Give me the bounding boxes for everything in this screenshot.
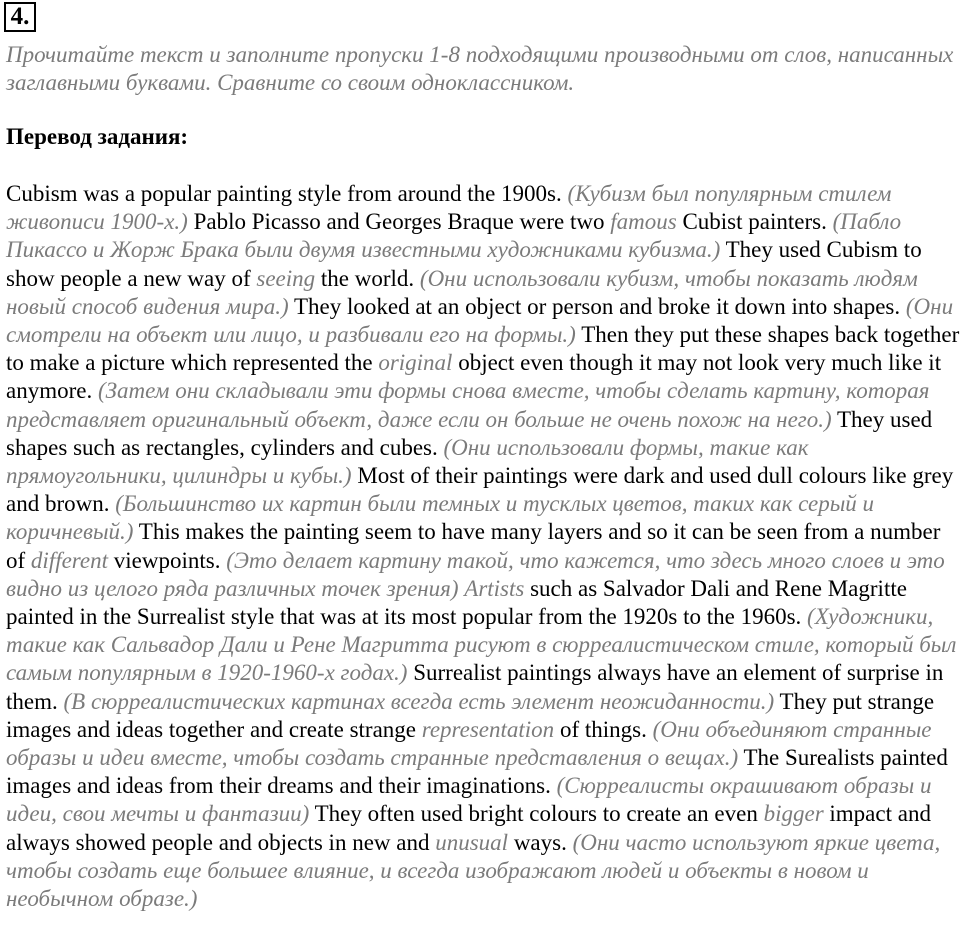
answer-word: unusual xyxy=(435,829,509,855)
russian-translation: (Сюрреалисты окрашивают образы и идеи, свои мечты и фантазии) xyxy=(6,773,932,827)
english-sentence: They often used bright colours to create an even xyxy=(309,801,764,827)
task-instruction: Прочитайте текст и заполните пропуски 1-8 подходящими производными от слов, написанных заглавными буквами. Сравните со своим одноклассником. xyxy=(6,42,954,95)
english-sentence: Pablo Picasso and Georges Braque were two xyxy=(187,209,611,235)
task-number: 4. xyxy=(4,2,36,32)
english-sentence: They looked at an object or person and broke it down into shapes. xyxy=(288,293,906,319)
english-sentence: Then they put these shapes back together to make a picture which represented the xyxy=(6,322,960,376)
english-sentence: viewpoints. xyxy=(108,547,227,573)
english-sentence: the world. xyxy=(315,265,420,291)
russian-translation: (Они использовали кубизм, чтобы показать людям новый способ видения мира.) xyxy=(6,265,918,319)
answer-word: representation xyxy=(421,716,555,742)
russian-translation: (Художники, такие как Сальвадор Дали и Рене Магритта рисуют в сюрреалистическом стиле, который был самым популярным в 1920-1960-х годах.) xyxy=(6,604,957,686)
answer-word: different xyxy=(30,547,108,573)
answer-word: bigger xyxy=(763,801,824,827)
english-sentence: impact and always showed people and objects in new and xyxy=(6,801,931,855)
russian-translation: (Это делает картину такой, что кажется, что здесь много слоев и это видно из целого ряда различных точек зрения) xyxy=(6,547,945,601)
english-sentence: Cubism was a popular painting style from around the 1900s. xyxy=(6,181,568,206)
english-sentence: They used shapes such as rectangles, cylinders and cubes. xyxy=(6,406,933,460)
english-sentence: They used Cubism to show people a new way of xyxy=(6,237,922,291)
russian-translation: (Они объединяют странные образы и идеи вместе, чтобы создать странные представления о вещах.) xyxy=(6,716,932,771)
english-sentence: They put strange images and ideas together and create strange xyxy=(6,688,935,742)
answer-word: original xyxy=(378,350,453,376)
bilingual-text xyxy=(6,180,960,913)
russian-translation: (Пабло Пикассо и Жорж Брака были двумя известными художниками кубизма.) xyxy=(6,209,902,263)
russian-translation: (Они использовали формы, такие как прямоугольники, цилиндры и кубы.) xyxy=(6,434,809,489)
english-sentence: Most of their paintings were dark and used dull colours like grey and brown. xyxy=(6,463,954,517)
english-sentence: such as Salvador Dali and Rene Magritte painted in the Surrealist style that was at its most popular from the 1920s to the 1960s. xyxy=(6,575,907,630)
english-sentence: of things. xyxy=(554,716,653,742)
answer-word: Artists xyxy=(464,575,525,601)
russian-translation: (В сюрреалистических картинах всегда есть элемент неожиданности.) xyxy=(63,688,775,714)
english-sentence: This makes the painting seem to have many layers and so it can be seen from a number of xyxy=(6,519,941,573)
russian-translation: (Они смотрели на объект или лицо, и разбивали его на формы.) xyxy=(6,293,954,348)
translation-heading: Перевод задания: xyxy=(6,124,189,149)
russian-translation: (Большинство их картин были темных и тусклых цветов, таких как серый и коричневый.) xyxy=(6,491,875,545)
answer-word: seeing xyxy=(256,265,316,291)
english-sentence: The Surealists painted images and ideas from their dreams and their imaginations. xyxy=(6,745,948,799)
russian-translation: (Затем они складывали эти формы снова вместе, чтобы сделать картину, которая представляет оригинальный объект, даже если он больше не очень похож на него.) xyxy=(6,378,930,432)
answer-word: famous xyxy=(610,209,677,235)
english-sentence: object even though it may not look very much like it anymore. xyxy=(6,350,942,404)
english-sentence: ways. xyxy=(508,829,573,855)
russian-translation: (Они часто используют яркие цвета, чтобы создать еще большее влияние, и всегда изображают людей и объекты в новом и необычном образе.) xyxy=(6,829,941,912)
english-sentence: Cubist painters. xyxy=(676,209,833,235)
russian-translation: (Кубизм был популярным стилем живописи 1900-х.) xyxy=(6,181,892,235)
english-sentence: Surrealist paintings always have an element of surprise in them. xyxy=(6,660,944,714)
